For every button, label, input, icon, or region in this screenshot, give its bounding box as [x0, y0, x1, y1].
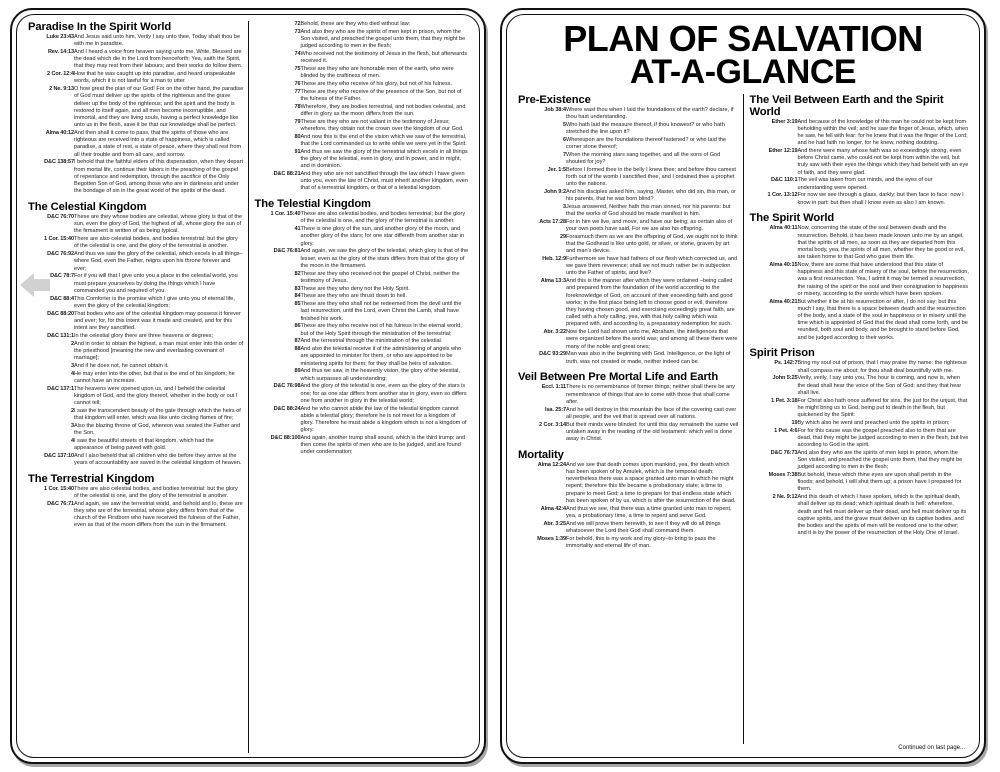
right-page-sheet — [500, 8, 986, 764]
scripture-text: And thus we saw the glory of the terrestrial which excels in all things the glory of the telestial, even in glory, and in power, and in might, and in dominion. — [300, 148, 468, 170]
scripture-text: And because of the knowledge of this man he could not be kept from beholding within the veil; and he saw the finger of Jesus, which, when he saw, he fell with fear: for he knew that it was the finger of the Lord; and he had faith no longer, for he knew, nothing doubting. — [797, 118, 969, 147]
scripture-row — [518, 462, 738, 506]
scripture-text: I saw the transcendent beauty of the gate through which the heirs of that kingdom will enter, which was like unto circling flames of fire; — [74, 407, 241, 422]
scripture-row — [28, 501, 243, 530]
scripture-text: How that he was caught up into paradise, and heard unspeakable words, which it is not lawful for a man to utter. — [74, 71, 236, 85]
scripture-row — [749, 177, 969, 192]
scripture-text: For if you will that I give unto you a place in the celestial world, you must prepare yourselves by doing the things which I have commanded you and required of you. — [74, 273, 238, 294]
scripture-text: And the glory of the telestial is one, even as the glory of the stars is one; for as one star differs from another star in glory, even so differs one from another in glory in the telestial world; — [300, 383, 467, 404]
scripture-row — [518, 384, 738, 406]
scripture-text: Forasmuch them as we are the offspring of God, we ought not to think that the Godhead is like unto gold, or silver, or stone, graven by art and man's device. — [566, 233, 738, 255]
scripture-reference: Alma 12:24 — [537, 461, 566, 468]
scripture-text: There are also celestial bodies, and bodies terrestrial: but the glory of the celestial is one, and the glory of the terrestrial is another. — [74, 236, 238, 250]
scripture-row — [254, 51, 469, 66]
scripture-text: There is one glory of the sun, and another glory of the moon, and another glory of the stars; for one star differeth from another star in glory. — [300, 226, 465, 247]
scripture-row — [254, 248, 469, 270]
scripture-reference: 89 — [294, 368, 301, 375]
right-page-column-2 — [743, 94, 974, 744]
scripture-text: For Christ also hath once suffered for sins, the just for the unjust, that he might bring us to God, being put to death in the flesh, but quickened by the Spirit: — [797, 397, 968, 419]
scripture-reference: 75 — [294, 66, 301, 72]
section-heading: Pre-Existence — [518, 93, 591, 106]
scripture-reference: 1 Cor. 13:12 — [767, 192, 798, 199]
scripture-row — [518, 234, 738, 256]
scripture-row — [254, 346, 469, 368]
scripture-reference: Ether 3:19 — [771, 118, 798, 125]
scripture-text: Behold, these are they who died without law; — [300, 21, 411, 27]
scripture-reference: 80 — [294, 133, 301, 140]
scripture-row — [28, 130, 243, 159]
scripture-reference: Moses 1:39 — [537, 535, 566, 542]
section-heading: Mortality — [518, 448, 564, 461]
scripture-reference: Alma 40:21 — [769, 298, 798, 305]
scripture-row — [28, 86, 243, 130]
scripture-text: The heavens were opened upon us, and I beheld the celestial kingdom of God, and the glory thereof, whether in the body or out I cannot tell; — [74, 385, 238, 407]
scripture-text: Wherefore, they are bodies terrestrial, and not bodies celestial, and differ in glory as the moon differs from the sun. — [300, 103, 466, 117]
scripture-reference: D&C 88:21 — [273, 171, 301, 177]
scripture-text: This Comforter is the promise which I give unto you of eternal life, even the glory of the celestial kingdom; — [74, 295, 235, 309]
scripture-list — [28, 214, 243, 468]
scripture-text: Furthermore we have had fathers of our flesh which corrected us, and we gave them reverence; shall we not much rather be in subjection unto the Father of spirits, and live? — [566, 255, 738, 277]
scripture-row — [518, 219, 738, 234]
scripture-row — [28, 333, 243, 341]
scripture-text: And there were many whose faith was so exceedingly strong, even before Christ came, who could not be kept from within the veil, but truly saw with their eyes the things which they had beheld with an eye of faith, and they were glad. — [797, 147, 969, 176]
scripture-text: Now, concerning the state of the soul between death and the resurrection. Behold, it has been made known unto me by an angel, that the spirits of all men, as soon as they are departed from this mortal body, yea, the spirits of all men, whether they be good or evil, are taken home to that God who gave them life. — [797, 225, 965, 261]
scripture-reference: D&C 88:20 — [47, 310, 74, 317]
scripture-row — [28, 311, 243, 333]
scripture-reference: Ps. 142:7 — [774, 360, 798, 367]
scripture-row — [254, 323, 469, 338]
scripture-row — [28, 296, 243, 311]
scripture-reference: 82 — [294, 270, 301, 277]
scripture-reference: Jer. 1:5 — [547, 166, 566, 173]
left-page-column-2 — [248, 21, 474, 753]
scripture-reference: D&C 93:29 — [539, 351, 566, 358]
scripture-text: But whether it be at his resurrection or after, I do not say; but this much I say, that there is a space between death and the resurrection of the body, and a state of the soul in happiness or in misery until the time which is appointed of God that the dead shall come forth, and be reunited, both soul and body, and be brought to stand before God, and be judged according to their works. — [797, 298, 969, 341]
scripture-reference: 76 — [294, 81, 301, 87]
scripture-reference: 1 Cor. 15:40 — [44, 485, 74, 492]
scripture-reference: John 9:2 — [543, 188, 566, 195]
scripture-text: These are they who shall not be redeemed from the devil until the last resurrection, until the Lord, even Christ the Lamb, shall have finished his work. — [300, 301, 462, 322]
scripture-text: When the morning stars sang together, and all the sons of God shouted for joy? — [566, 151, 721, 165]
scripture-text: These are they who receive of his glory, but not of his fulness. — [300, 81, 453, 87]
scripture-reference: D&C 76:71 — [47, 500, 74, 507]
scripture-list — [518, 107, 738, 367]
scripture-row — [28, 386, 243, 408]
scripture-row — [28, 251, 243, 273]
scripture-reference: 3 — [563, 203, 566, 210]
scripture-list — [28, 34, 243, 196]
section-heading: The Veil Between Earth and the Spirit World — [749, 93, 944, 118]
scripture-row — [518, 521, 738, 536]
scripture-text: Who received not the testimony of Jesus in the flesh, but afterwards received it. — [300, 51, 467, 65]
scripture-text: For now we see through a glass, darkly; but then face to face: now I know in part: but then shall I know even as also I am known. — [797, 192, 964, 206]
scripture-row — [518, 137, 738, 152]
scripture-reference: 2 Cor. 12:4 — [47, 71, 74, 78]
scripture-text: These are they who receive not of his fulness in the eternal world, but of the Holy Spirit through the ministration of the terrestrial; — [300, 323, 462, 337]
scripture-reference: 84 — [294, 293, 301, 300]
scripture-reference: Luke 23:43 — [46, 34, 74, 40]
scripture-row — [254, 171, 469, 193]
scripture-row — [254, 104, 469, 119]
scripture-text: And again, another trump shall sound, which is the third trump; and then come the spirits of men who are to be judged, and are found under condemnation; — [300, 435, 466, 456]
scripture-reference: 85 — [294, 301, 301, 308]
scripture-reference: D&C 76:81 — [273, 248, 301, 255]
scripture-row — [749, 472, 969, 494]
scripture-row — [749, 420, 969, 428]
scripture-row — [254, 271, 469, 286]
scripture-row — [254, 406, 469, 435]
scripture-row — [749, 148, 969, 177]
scripture-reference: D&C 131:1 — [47, 332, 74, 339]
scripture-reference: D&C 138:57 — [44, 159, 74, 166]
scripture-row — [749, 375, 969, 397]
scripture-reference: D&C 88:24 — [273, 405, 301, 412]
scripture-reference: D&C 78:7 — [50, 273, 74, 280]
scripture-text: O how great the plan of our God! For on the other hand, the paradise of God must deliver up the spirits of the righteous and the grave deliver up the body of the righteous; and the spirit and the body is restored to itself again, and all men become incorruptible, and immortal, and they are living souls, having a perfect knowledge like unto us in the flesh, save it be that our knowledge shall be perfect. — [74, 86, 244, 129]
scripture-text: And now this is the end of the vision which we saw of the terrestrial, that the Lord commanded us to write while we were yet in the Spirit. — [300, 133, 467, 147]
scripture-list — [749, 360, 969, 538]
scripture-row — [518, 122, 738, 137]
scripture-reference: 2 Ne. 9:12 — [772, 494, 798, 501]
scripture-text: For in him we live, and move, and have our being; as certain also of your own poets have said, For we are also his offspring. — [566, 218, 733, 232]
scripture-row — [749, 299, 969, 343]
scripture-row — [254, 226, 469, 248]
scripture-text: I behold that the faithful elders of this dispensation, when they depart from mortal life, continue their labors in the preaching of the gospel of repentance and redemption, through the sacrifice of the Only Begotten Son of God, among those who are in darkness and under the bondage of sin in the great world of the spirits of the dead. — [74, 159, 243, 195]
scripture-row — [254, 89, 469, 104]
right-page-column-1 — [513, 94, 743, 744]
scripture-text: And thus we see, that there was a time granted unto man to repent, yea, a probationary time, a time to repent and serve God. — [566, 505, 732, 519]
scripture-reference: John 5:25 — [772, 375, 798, 382]
scripture-text: These are they whose bodies are celestial, whose glory is that of the sun, even the glory of God, the highest of all, whose glory the sun of the firmament is written of as being typical. — [74, 214, 243, 235]
scripture-text: Jesus answered, Neither hath this man sinned, nor his parents: but that the works of God should be made manifest in him. — [566, 203, 731, 217]
scripture-text: And we will prove them herewith, to see if they will do all things whatsoever the Lord their God shall command them. — [566, 520, 721, 534]
scripture-reference: Alma 42:4 — [540, 505, 566, 512]
scripture-text: There are also celestial bodies, and bodies terrestrial: but the glory of the celestial is one, and the glory of the terrestrial is another. — [74, 485, 238, 500]
scripture-reference: 88 — [294, 346, 301, 353]
section-heading: The Terrestrial Kingdom — [28, 472, 155, 485]
page-title — [507, 15, 979, 92]
scripture-reference: 1 Cor. 15:40 — [44, 236, 74, 243]
scripture-row — [28, 486, 243, 501]
scripture-text: By which also he went and preached unto the spirits in prison; — [797, 419, 950, 426]
scripture-row — [518, 351, 738, 366]
scripture-reference: 86 — [294, 323, 301, 330]
section-heading: The Celestial Kingdom — [28, 201, 147, 214]
scripture-text: And again, we saw the glory of the telestial, which glory is that of the lesser, even as the glory of the stars differs from that of the glory of the moon in the firmament. — [300, 248, 469, 269]
scripture-row — [254, 293, 469, 301]
scripture-row — [28, 71, 243, 86]
scripture-text: Who hath laid the measure thereof, if thou knowest? or who hath stretched the line upon it? — [566, 121, 725, 135]
scripture-row — [254, 211, 469, 226]
scripture-row — [254, 368, 469, 383]
scripture-row — [518, 204, 738, 219]
scripture-row — [254, 435, 469, 457]
scripture-text: And I heard a voice from heaven saying unto me, Write, Blessed are the dead which die in the Lord from henceforth: Yea, saith the Spirit, that they may rest from their labours; and their works do follow them. — [74, 49, 243, 70]
scripture-list — [254, 211, 469, 457]
scripture-reference: 78 — [294, 103, 301, 110]
scripture-row — [254, 286, 469, 294]
scripture-text: And Jesus said unto him, Verily I say unto thee, Today shalt thou be with me in paradise. — [74, 34, 241, 48]
scripture-text: Now the Lord had shown unto me, Abraham, the intelligences that were organized before the world was; and among all these there were many of the noble and great ones; — [566, 329, 738, 350]
scripture-row — [28, 438, 243, 453]
scripture-text: And thus we saw, in the heavenly vision, the glory of the telestial, which surpasses all understanding; — [300, 368, 460, 382]
scripture-row — [254, 149, 469, 171]
scripture-text: He may enter into the other, but that is the end of his kingdom; he cannot have an increase. — [74, 370, 235, 384]
scripture-text: And I also beheld that all children who die before they arrive at the years of accountability are saved in the celestial kingdom of heaven. — [74, 452, 242, 467]
scripture-reference: 4 — [71, 437, 74, 444]
scripture-row — [254, 119, 469, 134]
scripture-row — [254, 21, 469, 29]
scripture-row — [749, 119, 969, 148]
scripture-row — [254, 383, 469, 405]
scripture-list — [749, 119, 969, 208]
scripture-row — [518, 329, 738, 351]
scripture-row — [28, 49, 243, 71]
scripture-row — [749, 192, 969, 207]
scripture-text: The veil was taken from our minds, and the eyes of our understanding were opened. — [797, 177, 933, 191]
scripture-reference: 83 — [294, 285, 301, 292]
scripture-text: Before I formed thee in the belly I knew thee; and before thou camest forth out of the womb I sanctified thee, and I ordained thee a prophet unto the nations. — [566, 166, 736, 187]
scripture-row — [28, 34, 243, 49]
scripture-reference: Abr. 3:25 — [543, 520, 566, 527]
scripture-reference: 77 — [294, 88, 301, 95]
scripture-row — [254, 338, 469, 346]
scripture-reference: Eccl. 1:11 — [541, 384, 566, 391]
scripture-reference: 1 Cor. 15:40 — [270, 211, 301, 218]
scripture-row — [28, 453, 243, 468]
scripture-row — [28, 214, 243, 236]
scripture-row — [518, 536, 738, 551]
scripture-row — [518, 278, 738, 329]
scripture-reference: 2 — [71, 340, 74, 347]
scripture-reference: 29 — [560, 233, 566, 240]
scripture-reference: 1 Pet. 3:18 — [771, 397, 798, 404]
scripture-row — [28, 273, 243, 295]
scripture-row — [28, 236, 243, 251]
scripture-text: And this death of which I have spoken, which is the spiritual death, shall deliver up its dead; which spiritual death is hell: wherefore, death and hell must deliver up their dead, and hell must deliver up its captive spirits, and the grave must deliver up its captive bodies, and the bodies and the spirits of men will be restored one to the other; and it is by the power of the resurrection of the Holy One of Israel. — [797, 494, 967, 537]
scripture-row — [749, 398, 969, 420]
scripture-text: In the celestial glory there are three heavens or degrees; — [74, 332, 214, 339]
scripture-reference: 4 — [71, 370, 74, 377]
scripture-reference: Job 38:4 — [544, 106, 566, 113]
scripture-text: Bring my soul out of prison, that I may praise thy name: the righteous shall compass me about; for thou shalt deal bountifully with me. — [797, 360, 967, 374]
scripture-reference: D&C 76:98 — [273, 383, 301, 390]
scripture-reference: 73 — [294, 28, 301, 35]
scripture-text: These are they who receive of the presence of the Son, but not of the fulness of the Father. — [300, 88, 462, 102]
scripture-reference: Moses 7:38 — [768, 472, 798, 479]
scripture-text: I saw the beautiful streets of that kingdom, which had the appearance of being paved with gold. — [74, 437, 214, 452]
scripture-reference: Rev. 14:13 — [47, 49, 74, 55]
scripture-row — [518, 167, 738, 189]
scripture-text: And we see that death comes upon mankind, yea, the death which has been spoken of by Amulek, which is the temporal death; nevertheless there was a space granted unto man in which he might repent; therefore this life became a probationary state; a time to prepare to meet God; a time to prepare for that endless state which has been spoken of by us, which is after the resurrection of the dead. — [566, 461, 736, 504]
scripture-row — [518, 422, 738, 444]
scripture-reference: D&C 76:73 — [770, 449, 798, 456]
scripture-row — [28, 341, 243, 363]
scripture-reference: Alma 40:15 — [769, 262, 798, 268]
scripture-text: For for this cause was the gospel preached also to them that are dead, that they might be judged according to men in the flesh, but live according to God in the spirit. — [797, 427, 969, 449]
scripture-text: And if he does not, he cannot obtain it. — [74, 362, 169, 369]
previous-page-arrow-icon[interactable] — [18, 268, 52, 302]
scripture-reference: 19 — [791, 419, 798, 426]
scripture-row — [28, 159, 243, 196]
scripture-text: And then shall it come to pass, that the spirits of those who are righteous are received into a state of happiness, which is called paradise, a state of rest, a state of peace, where they shall rest from all their trouble and from all care, and sorrow. — [74, 130, 242, 158]
section-heading: The Spirit World — [749, 212, 835, 225]
scripture-row — [28, 371, 243, 386]
section-heading: Veil Between Pre Mortal Life and Earth — [518, 371, 719, 384]
scripture-text: And also they who are the spirits of men kept in prison, whom the Son visited, and preached the gospel unto them, that they might be judged according to men in the flesh; — [300, 28, 466, 50]
scripture-text: There is no remembrance of former things; neither shall there be any remembrance of things that are to come with those that shall come after. — [566, 384, 735, 405]
scripture-text: These are also celestial bodies, and bodies terrestrial; but the glory of the celestial is one, and the glory of the terrestrial is another. — [300, 211, 466, 225]
scripture-text: And again, we saw the terrestrial world, and behold and lo, these are they who are of the terrestrial, whose glory differs from that of the church of the Firstborn who have received the fulness of the Father, even as that of the moon differs from the sun in the firmament. — [74, 500, 243, 529]
scripture-reference: 87 — [294, 338, 301, 345]
scripture-row — [254, 66, 469, 81]
scripture-row — [518, 107, 738, 122]
scripture-row — [28, 423, 243, 438]
scripture-row — [749, 428, 969, 450]
scripture-text: These are they who are not valiant in the testimony of Jesus; wherefore, they obtain not the crown over the kingdom of our God. — [300, 118, 464, 132]
scripture-row — [518, 506, 738, 521]
scripture-text: But their minds were blinded: for until this day remaineth the same veil untaken away in the reading of the old testament: which veil is done away in Christ. — [566, 421, 739, 443]
scripture-reference: Acts 17:28 — [539, 218, 566, 225]
scripture-reference: 3 — [71, 422, 74, 429]
scripture-row — [254, 29, 469, 51]
title-line-2: AT-A-GLANCE — [629, 53, 857, 92]
scripture-list — [254, 21, 469, 193]
scripture-reference: 3 — [71, 362, 74, 369]
scripture-text: These are they who deny not the Holy Spirit. — [300, 285, 410, 292]
scripture-list — [749, 225, 969, 342]
scripture-reference: 41 — [294, 226, 301, 233]
scripture-text: And his disciples asked him, saying, Master, who did sin, this man, or his parents, that he was born blind? — [566, 188, 736, 202]
scripture-text: Whereupon are the foundations thereof fastened? or who laid the corner stone thereof; — [566, 136, 727, 150]
scripture-reference: Ether 12:19 — [768, 147, 798, 154]
scripture-reference: D&C 88:4 — [50, 295, 74, 302]
scripture-text: Verily, verily, I say unto you, The hour is coming, and now is, when the dead shall hear the voice of the Son of God: and they that hear shall live. — [797, 375, 962, 396]
scripture-text: And this is the manner after which they were ordained –being called and prepared from the foundation of the world according to the foreknowledge of God, on account of their exceeding faith and good works; in the first place being left to choose good or evil, therefore they having chosen good, and exercising exceedingly great faith, are called with a holy calling, yea, with that holy calling which was prepared with, and according to, a preparatory redemption for such. — [566, 278, 735, 328]
scripture-text: These are they who are honorable men of the earth, who were blinded by the craftiness of men. — [300, 66, 454, 80]
scripture-list — [518, 462, 738, 551]
scripture-row — [749, 450, 969, 472]
scripture-row — [254, 134, 469, 149]
scripture-reference: 79 — [294, 118, 301, 125]
title-line-1: PLAN OF SALVATION — [563, 18, 923, 59]
scripture-text: And he will destroy in this mountain the face of the covering cast over all people, and the veil that is spread over all nations. — [566, 406, 737, 420]
scripture-row — [749, 494, 969, 538]
scripture-reference: Alma 40:11 — [769, 225, 798, 232]
scripture-row — [254, 301, 469, 323]
section-heading: Spirit Prison — [749, 347, 815, 360]
section-heading: Paradise In the Spirit World — [28, 21, 172, 33]
scripture-text: Where wast thou when I laid the foundations of the earth? declare, if thou hast understanding. — [566, 106, 734, 120]
scripture-reference: 5 — [563, 121, 566, 128]
scripture-reference: Isa. 25:7 — [545, 406, 566, 413]
scripture-row — [28, 363, 243, 371]
scripture-text: For behold, this is my work and my glory–to bring to pass the immortality and eternal life of man. — [566, 535, 716, 549]
left-page-sheet — [10, 8, 486, 764]
scripture-row — [518, 407, 738, 422]
scripture-row — [749, 262, 969, 299]
scripture-reference: 7 — [563, 151, 566, 158]
scripture-text: These are they who received not the gospel of Christ, neither the testimony of Jesus. — [300, 270, 460, 284]
scripture-text: And he who cannot abide the law of the telestial kingdom cannot abide a telestial glory; therefore he is not meet for a kingdom of glory. Therefore he must abide a kingdom which is not a kingdom of glory. — [300, 405, 467, 434]
scripture-row — [749, 225, 969, 262]
scripture-list — [28, 486, 243, 530]
scripture-reference: Alma 40:12 — [45, 130, 74, 137]
scripture-reference: 1 Pet. 4:6 — [774, 427, 798, 434]
scripture-row — [254, 81, 469, 89]
continued-note: Continued on last page... — [898, 745, 965, 751]
scripture-reference: Alma 13:3 — [540, 278, 566, 285]
scripture-reference: Abr. 3:22 — [543, 329, 566, 336]
section-heading: The Telestial Kingdom — [254, 198, 371, 211]
scripture-text: These are they who are thrust down to hell. — [300, 293, 407, 300]
scripture-list — [518, 384, 738, 443]
scripture-reference: D&C 110:1 — [770, 177, 798, 184]
scripture-reference: 72 — [294, 21, 301, 27]
scripture-text: Also the blazing throne of God, whereon was seated the Father and the Son. — [74, 422, 241, 437]
scripture-text: And they who are not sanctified through the law which I have given unto you, even the law of Christ, must inherit another kingdom, even that of a terrestrial kingdom, or that of a telestial kingdom. — [300, 171, 468, 192]
scripture-text: And in order to obtain the highest, a man must enter into this order of the priesthood [meaning the new and everlasting covenant of marriage]; — [74, 340, 244, 362]
scripture-text: But behold, these which thine eyes are upon shall perish in the floods; and behold, I will shut them up; a prison have I prepared for them. — [797, 472, 962, 493]
scripture-reference: D&C 76:70 — [47, 214, 74, 221]
scripture-text: Man was also in the beginning with God. Intelligence, or the light of truth, was not created or made, neither indeed can be. — [566, 351, 731, 365]
scripture-reference: 91 — [294, 148, 301, 155]
scripture-row — [749, 360, 969, 375]
scripture-reference: 2 Ne. 9:13 — [49, 86, 74, 93]
scripture-reference: 6 — [563, 136, 566, 143]
scripture-text: And also the telestial receive it of the administering of angels who are appointed to minister for them, or who are appointed to be ministering spirits for them; for they shall be heirs of salvation. — [300, 346, 462, 367]
scripture-text: Now, there are some that have understood that this state of happiness and this state of misery of the soul, before the resurrection, was a first resurrection. Yea, I admit it may be termed a resurrection, the raising of the spirit or the soul and their consignation to happiness or misery, according to the words which have been spoken. — [797, 262, 969, 297]
scripture-row — [28, 408, 243, 423]
scripture-reference: D&C 137:1 — [47, 385, 74, 392]
scripture-text: And also they who are the spirits of men kept in prison, whom the Son visited, and preached the gospel unto them, that they might be judged according to men in the flesh; — [797, 449, 963, 471]
scripture-reference: 2 Cor. 3:14 — [539, 421, 566, 428]
scripture-reference: D&C 76:92 — [47, 251, 74, 258]
scripture-text: That bodies who are of the celestial kingdom may possess it forever and ever; for, for this intent was it made and created, and for this intent are they sanctified. — [74, 310, 241, 332]
scripture-text: And the terrestrial through the ministration of the celestial. — [300, 338, 443, 345]
scripture-reference: D&C 137:10 — [44, 452, 74, 459]
scripture-reference: D&C 88:100 — [270, 435, 301, 442]
scripture-reference: Heb. 12:9 — [542, 255, 566, 262]
scripture-reference: 2 — [71, 407, 74, 414]
scripture-row — [518, 189, 738, 204]
scripture-text: And thus we saw the glory of the celestial, which excels in all things–where God, even the Father, reigns upon his throne forever and ever; — [74, 251, 243, 272]
left-page-column-1 — [23, 21, 248, 753]
scripture-row — [518, 152, 738, 167]
scripture-reference: 74 — [294, 51, 301, 57]
scripture-row — [518, 256, 738, 278]
